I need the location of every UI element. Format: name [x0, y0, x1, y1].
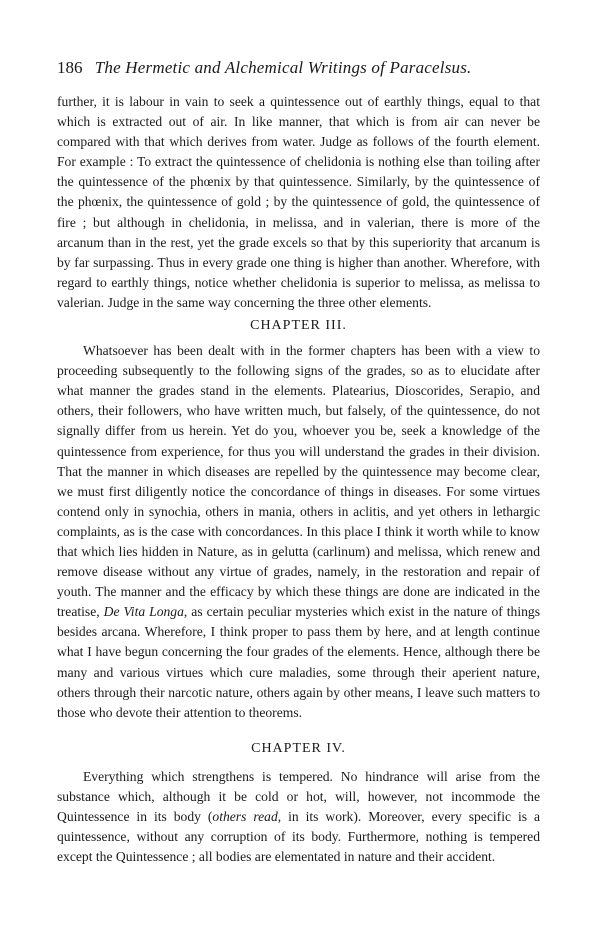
running-title: The Hermetic and Alchemical Writings of Paracelsus. — [94, 58, 472, 77]
page-number: 186 — [57, 58, 83, 77]
running-header — [57, 58, 540, 78]
chapter-3-paragraph — [57, 341, 540, 723]
chapter-4-text-a: Everything which strengthens is tempered. No hindrance will arise from the substance which, although it be cold or hot, will, however, not incommode the Quintessence in its body ( — [57, 768, 540, 824]
chapter-4-heading: CHAPTER IV. — [251, 740, 346, 756]
book-page — [57, 58, 540, 867]
chapter-3-heading: CHAPTER III. — [250, 318, 347, 334]
chapter-3-text-a: Whatsoever has been dealt with in the former chapters has been with a view to proceeding subsequently to the following signs of the grades, so as to elucidate after what manner the grades stand in the elements. Platearius, Dioscorides, Serapio, and others, their followers, who have written much, but falsely, of the quintessence, do not signally differ from us herein. Yet do you, whoever you be, seek a knowledge of the quintessence from experience, for thus you will understand the grades in their division. That the manner in which diseases are repelled by the quintessence may become clear, we must first diligently notice the concordance of things in diseases. For some virtues contend only in synochia, others in mania, others in aclitis, and yet others in lethargic complaints, as is the case with concordances. In this place I think it worth while to know that which lies hidden in Nature, as in gelutta (carlinum) and melissa, which renew and remove disease without any virtue of grades, namely, in the restoration and repair of youth. The manner and the efficacy by which these things are done are indicated in the treatise, — [57, 343, 540, 620]
chapter-3-text-b: , as certain peculiar mysteries which exist in the nature of things besides arcana. Wherefore, I think proper to pass them by here, and at length continue what I have begun concerning the four grades of the elements. Hence, although there be many and various virtues which cure maladies, some through their aperient nature, others through their narcotic nature, others again by other means, I leave such matters to those who devote their attention to theorems. — [57, 604, 541, 720]
chapter-3-treatise-title: De Vita Longa — [103, 604, 184, 620]
chapter-4-variant-note: others read — [212, 809, 278, 824]
chapter-4-paragraph — [57, 767, 540, 867]
chapter-4-text-b: , in its work). Moreover, every specific is a quintessence, without any corruption of its body. Furthermore, nothing is tempered except the Quintessence ; all bodies are elementated in nature and their accident. — [57, 809, 541, 865]
paragraph-continuation: further, it is labour in vain to seek a quintessence out of earthly things, equal to that which is extracted out of air. In like manner, that which is from air can never be compared with that which derives from water. Judge as follows of the fourth element. For example : To extract the quintessence of chelidonia is nothing else than toiling after the quintessence of the phœnix by that quintessence. Similarly, by the quintessence of the phœnix, the quintessence of gold ; by the quintessence of gold, the quintessence of fire ; but although in chelidonia, in melissa, and in valerian, there is more of the arcanum than in the rest, yet the grade excels so that by this superiority that arcanum is by far surpassing. Thus in every grade one thing is higher than another. Wherefore, with regard to earthly things, notice whether chelidonia is superior to melissa, as melissa to valerian. Judge in the same way concerning the three other elements. — [57, 94, 540, 310]
